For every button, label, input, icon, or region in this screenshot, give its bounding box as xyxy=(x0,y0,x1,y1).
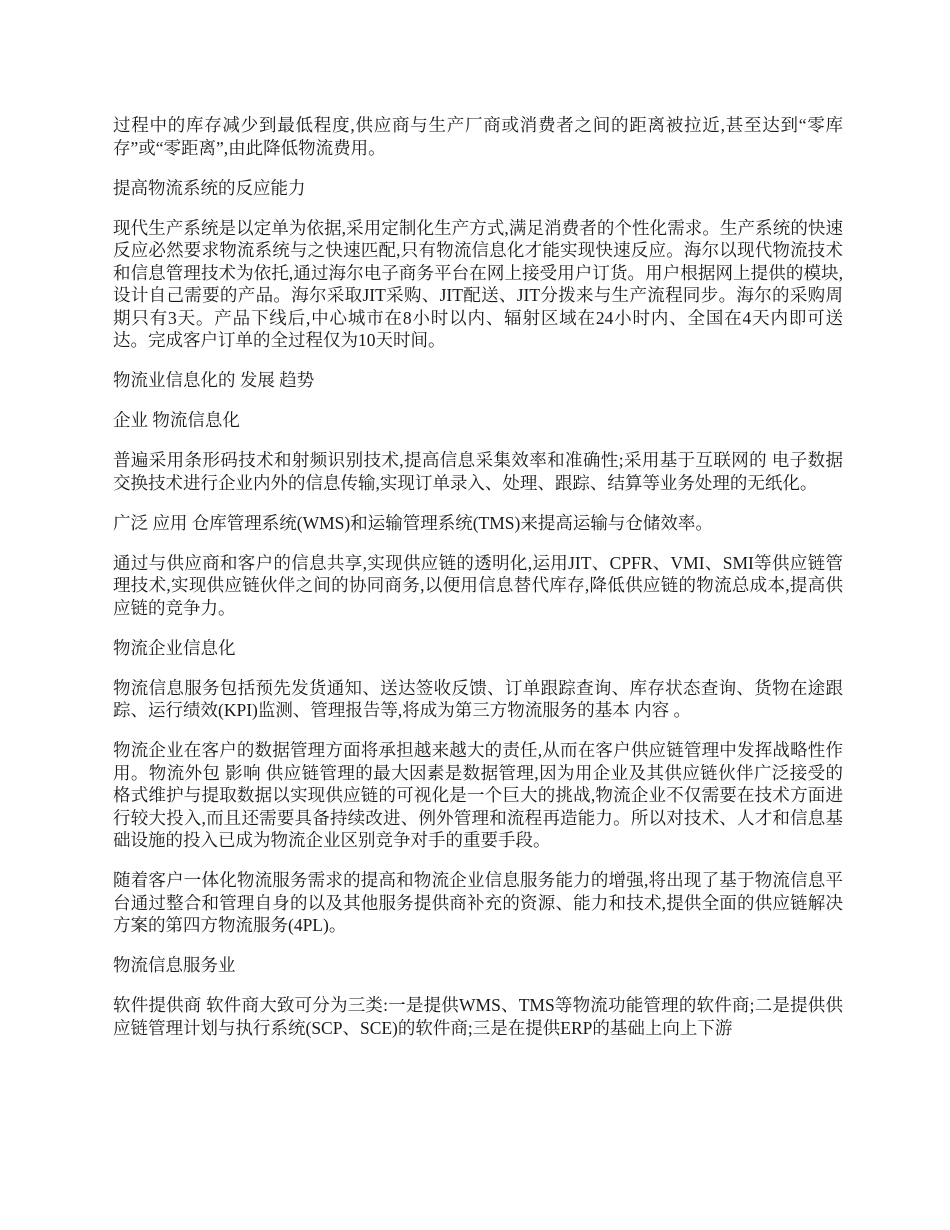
document-page xyxy=(113,114,843,1057)
paragraph-information-services: 物流信息服务包括预先发货通知、送达签收反馈、订单跟踪查询、库存状态查询、货物在途跟踪、运行绩效(KPI)监测、管理报告等,将成为第三方物流服务的基本 内容 。 xyxy=(113,677,843,720)
paragraph-data-management: 物流企业在客户的数据管理方面将承担越来越大的责任,从而在客户供应链管理中发挥战略性作用。物流外包 影响 供应链管理的最大因素是数据管理,因为用企业及其供应链伙伴广泛接受的格式维护与提取数据以实现供应链的可视化是一个巨大的挑战,物流企业不仅需要在技术方面进行较大投入,而且还需要具备持续改进、例外管理和流程再造能力。所以对技术、人才和信息基础设施的投入已成为物流企业区别竞争对手的重要手段。 xyxy=(113,740,843,850)
paragraph-supply-chain-sharing: 通过与供应商和客户的信息共享,实现供应链的透明化,运用JIT、CPFR、VMI、SMI等供应链管理技术,实现供应链伙伴之间的协同商务,以便用信息替代库存,降低供应链的物流总成本,提高供应链的竞争力。 xyxy=(113,552,843,618)
heading-enterprise-informatization: 企业 物流信息化 xyxy=(113,410,240,430)
heading-development-trends: 物流业信息化的 发展 趋势 xyxy=(113,370,315,390)
paragraph-wms-tms: 广泛 应用 仓库管理系统(WMS)和运输管理系统(TMS)来提高运输与仓储效率。 xyxy=(113,512,713,533)
heading-information-service-industry: 物流信息服务业 xyxy=(113,955,236,975)
paragraph-barcode-rfid: 普遍采用条形码技术和射频识别技术,提高信息采集效率和准确性;采用基于互联网的 电子数据交换技术进行企业内外的信息传输,实现订单录入、处理、跟踪、结算等业务处理的无纸化。 xyxy=(113,450,843,493)
paragraph-inventory-reduction: 过程中的库存减少到最低程度,供应商与生产厂商或消费者之间的距离被拉近,甚至达到“零库存”或“零距离”,由此降低物流费用。 xyxy=(113,115,843,158)
paragraph-fourth-party-logistics: 随着客户一体化物流服务需求的提高和物流企业信息服务能力的增强,将出现了基于物流信息平台通过整合和管理自身的以及其他服务提供商补充的资源、能力和技术,提供全面的供应链解决方案的第四方物流服务(4PL)。 xyxy=(113,870,843,935)
heading-response-capability: 提高物流系统的反应能力 xyxy=(113,177,306,198)
heading-logistics-enterprise: 物流企业信息化 xyxy=(113,637,236,658)
paragraph-software-providers: 软件提供商 软件商大致可分为三类:一是提供WMS、TMS等物流功能管理的软件商;二是提供供应链管理计划与执行系统(SCP、SCE)的软件商;三是在提供ERP的基础上向上下游 xyxy=(113,995,843,1038)
paragraph-haier-production: 现代生产系统是以定单为依据,采用定制化生产方式,满足消费者的个性化需求。生产系统的快速反应必然要求物流系统与之快速匹配,只有物流信息化才能实现快速反应。海尔以现代物流技术和信息管理技术为依托,通过海尔电子商务平台在网上接受用户订货。用户根据网上提供的模块,设计自己需要的产品。海尔采取JIT采购、JIT配送、JIT分拨来与生产流程同步。海尔的采购周期只有3天。产品下线后,中心城市在8小时以内、辐射区域在24小时内、全国在4天内即可送达。完成客户订单的全过程仅为10天时间。 xyxy=(113,217,843,350)
